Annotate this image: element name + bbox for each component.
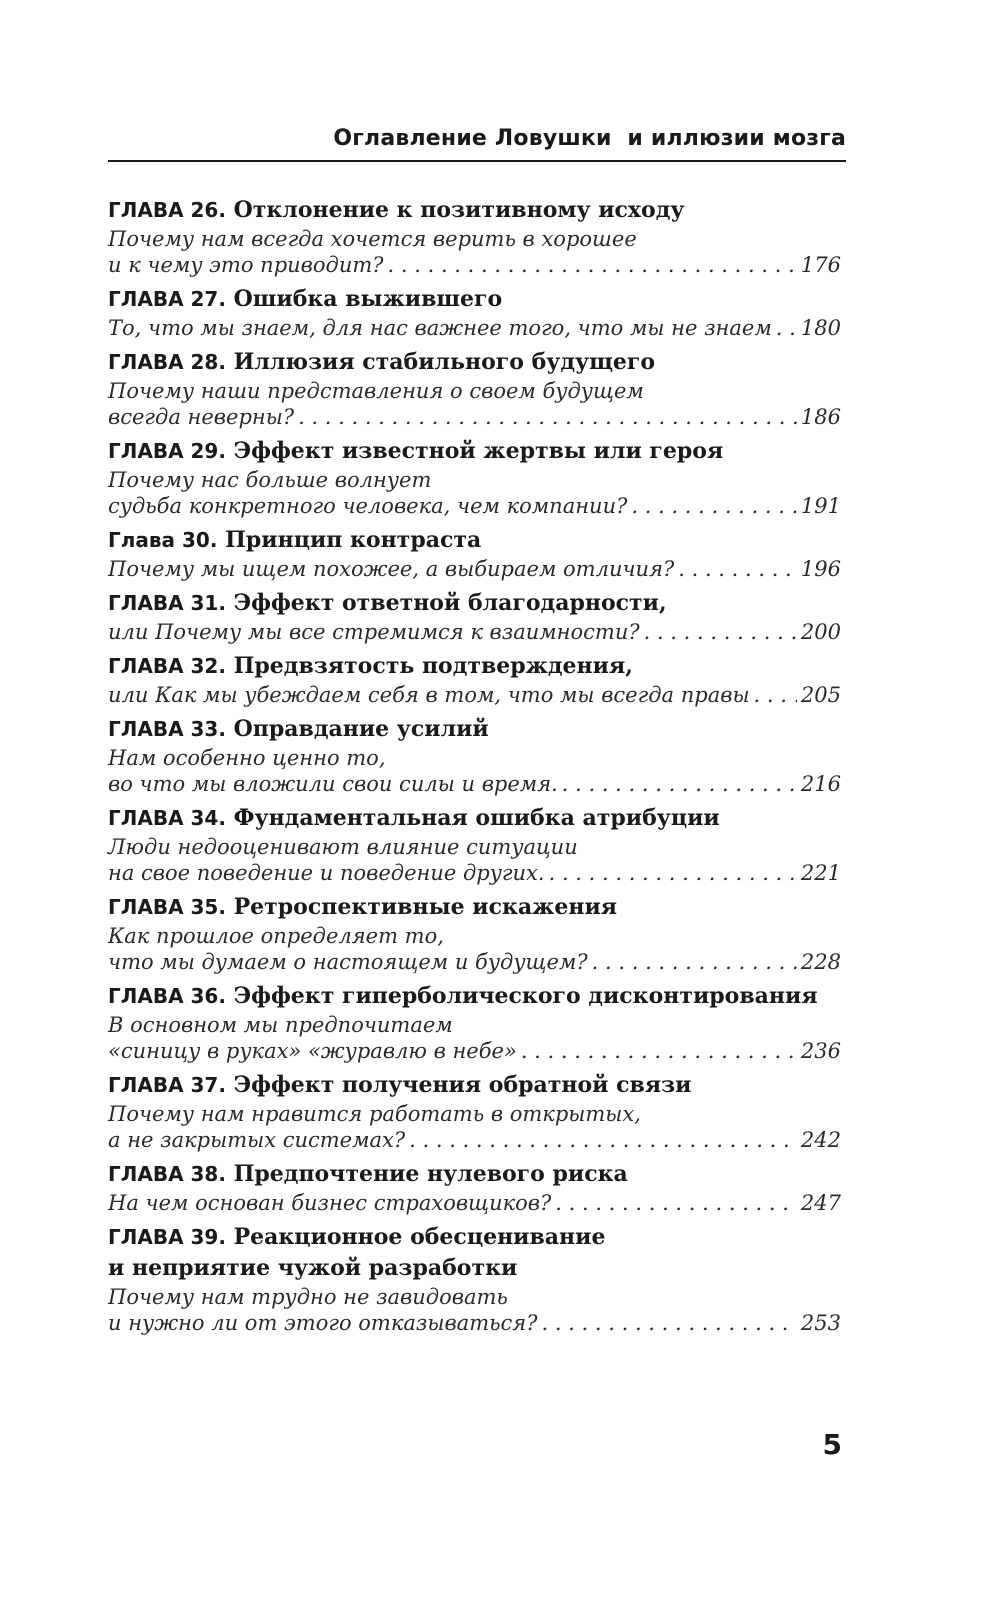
- leader-line: [108, 1190, 841, 1216]
- dot-leader: [298, 404, 797, 430]
- subtitle-line: Люди недооценивают влияние ситуации: [108, 835, 578, 859]
- leader-line: [108, 1310, 841, 1336]
- toc-entry-heading: [108, 436, 841, 467]
- toc-page-number: 236: [800, 1039, 841, 1063]
- chapter-title: Реакционное обесценивание: [233, 1224, 606, 1250]
- toc-entry[interactable]: [108, 651, 841, 708]
- toc-entry-heading: [108, 1222, 841, 1253]
- chapter-subtitle: [108, 834, 841, 886]
- running-header-title: Оглавление Ловушки и иллюзии мозга: [333, 126, 846, 151]
- leader-line: [108, 619, 841, 645]
- chapter-label: ГЛАВА 28.: [108, 350, 226, 374]
- chapter-label: ГЛАВА 33.: [108, 717, 226, 741]
- subtitle-line: Нам особенно ценно то,: [108, 746, 386, 770]
- subtitle-last-line: «синицу в руках» «журавлю в небе»: [108, 1039, 517, 1063]
- toc-page-number: 205: [800, 683, 841, 707]
- dot-leader: [644, 619, 797, 645]
- chapter-subtitle: [108, 556, 841, 582]
- chapter-title: Оправдание усилий: [233, 716, 489, 742]
- toc-entry[interactable]: [108, 892, 841, 975]
- chapter-title: Принцип контраста: [225, 527, 482, 553]
- toc-entry-heading: [108, 1159, 841, 1190]
- toc-entry[interactable]: [108, 803, 841, 886]
- chapter-subtitle: [108, 923, 841, 975]
- dot-leader: [388, 252, 797, 278]
- toc-page-number: 247: [800, 1191, 841, 1215]
- chapter-title: Предпочтение нулевого риска: [233, 1161, 628, 1187]
- chapter-label: ГЛАВА 29.: [108, 439, 226, 463]
- toc-entry[interactable]: [108, 436, 841, 519]
- chapter-label: ГЛАВА 37.: [108, 1073, 226, 1097]
- subtitle-last-line: и к чему это приводит?: [108, 253, 384, 277]
- chapter-subtitle: [108, 378, 841, 430]
- toc-entry-heading: [108, 525, 841, 556]
- toc-entry-heading: [108, 347, 841, 378]
- dot-leader: [541, 1310, 796, 1336]
- toc-entry[interactable]: [108, 588, 841, 645]
- toc-page-number: 228: [800, 950, 841, 974]
- chapter-label: Глава 30.: [108, 528, 218, 552]
- chapter-label: ГЛАВА 38.: [108, 1162, 226, 1186]
- chapter-subtitle: [108, 1190, 841, 1216]
- page-number: 5: [822, 1428, 842, 1461]
- leader-line: [108, 771, 841, 797]
- subtitle-last-line: судьба конкретного человека, чем компании?: [108, 494, 628, 518]
- toc-page-number: 196: [800, 557, 841, 581]
- chapter-subtitle: [108, 1284, 841, 1336]
- leader-line: [108, 949, 841, 975]
- chapter-subtitle: [108, 619, 841, 645]
- chapter-label: ГЛАВА 32.: [108, 654, 226, 678]
- toc-entry[interactable]: [108, 525, 841, 582]
- leader-line: [108, 556, 841, 582]
- subtitle-last-line: Почему мы ищем похожее, а выбираем отличия?: [108, 557, 675, 581]
- chapter-label: ГЛАВА 27.: [108, 287, 226, 311]
- leader-line: [108, 404, 841, 430]
- dot-leader: [754, 682, 797, 708]
- toc-page-number: 186: [800, 405, 841, 429]
- dot-leader: [409, 1127, 797, 1153]
- toc-entry[interactable]: [108, 714, 841, 797]
- subtitle-line: Почему нам нравится работать в открытых,: [108, 1102, 641, 1126]
- dot-leader: [776, 315, 797, 341]
- subtitle-last-line: или Как мы убеждаем себя в том, что мы всегда правы: [108, 683, 750, 707]
- toc-entry[interactable]: [108, 284, 841, 341]
- toc-page-number: 221: [800, 861, 841, 885]
- chapter-subtitle: [108, 315, 841, 341]
- toc-page-number: 191: [800, 494, 841, 518]
- leader-line: [108, 682, 841, 708]
- table-of-contents: [108, 195, 841, 1342]
- toc-entry-heading: [108, 588, 841, 619]
- dot-leader: [555, 1190, 797, 1216]
- subtitle-last-line: или Почему мы все стремимся к взаимности?: [108, 620, 640, 644]
- chapter-title-continued: и неприятие чужой разработки: [108, 1255, 518, 1281]
- chapter-title: Ошибка выжившего: [233, 286, 503, 312]
- leader-line: [108, 1038, 841, 1064]
- chapter-title: Фундаментальная ошибка атрибуции: [233, 805, 720, 831]
- subtitle-line: Почему нас больше волнует: [108, 468, 432, 492]
- chapter-title: Эффект гиперболического дисконтирования: [233, 983, 818, 1009]
- chapter-label: ГЛАВА 26.: [108, 198, 226, 222]
- chapter-subtitle: [108, 682, 841, 708]
- subtitle-last-line: на свое поведение и поведение других.: [108, 861, 545, 885]
- leader-line: [108, 252, 841, 278]
- chapter-title: Иллюзия стабильного будущего: [233, 349, 656, 375]
- toc-page-number: 180: [800, 316, 841, 340]
- leader-line: [108, 1127, 841, 1153]
- toc-entry-heading: [108, 892, 841, 923]
- leader-line: [108, 493, 841, 519]
- dot-leader: [592, 949, 797, 975]
- toc-page-number: 200: [800, 620, 841, 644]
- subtitle-line: Почему нам всегда хочется верить в хорошее: [108, 227, 637, 251]
- toc-entry[interactable]: [108, 195, 841, 278]
- subtitle-line: Почему нам трудно не завидовать: [108, 1285, 508, 1309]
- toc-entry-heading: [108, 803, 841, 834]
- chapter-title: Эффект получения обратной связи: [233, 1072, 692, 1098]
- dot-leader: [549, 860, 797, 886]
- chapter-title: Эффект известной жертвы или героя: [233, 438, 724, 464]
- toc-entry-heading: [108, 714, 841, 745]
- chapter-title: Эффект ответной благодарности,: [233, 590, 667, 616]
- subtitle-line: Почему наши представления о своем будущем: [108, 379, 644, 403]
- chapter-title: Ретроспективные искажения: [233, 894, 618, 920]
- toc-entry[interactable]: [108, 1070, 841, 1153]
- dot-leader: [678, 556, 797, 582]
- toc-entry[interactable]: [108, 1159, 841, 1216]
- toc-entry[interactable]: [108, 347, 841, 430]
- toc-page-number: 216: [800, 772, 841, 796]
- subtitle-last-line: На чем основан бизнес страховщиков?: [108, 1191, 552, 1215]
- leader-line: [108, 315, 841, 341]
- chapter-subtitle: [108, 1101, 841, 1153]
- subtitle-last-line: а не закрытых системах?: [108, 1128, 406, 1152]
- subtitle-last-line: и нужно ли от этого отказываться?: [108, 1311, 538, 1335]
- toc-entry-heading: [108, 284, 841, 315]
- dot-leader: [631, 493, 797, 519]
- subtitle-last-line: во что мы вложили свои силы и время.: [108, 772, 558, 796]
- toc-entry[interactable]: [108, 981, 841, 1064]
- running-header: [108, 120, 846, 162]
- toc-page-number: 253: [800, 1311, 841, 1335]
- chapter-title: Предвзятость подтверждения,: [233, 653, 633, 679]
- chapter-subtitle: [108, 467, 841, 519]
- chapter-label: ГЛАВА 36.: [108, 984, 226, 1008]
- toc-entry[interactable]: [108, 1222, 841, 1336]
- subtitle-last-line: всегда неверны?: [108, 405, 295, 429]
- chapter-label: ГЛАВА 31.: [108, 591, 226, 615]
- toc-page-number: 242: [800, 1128, 841, 1152]
- chapter-subtitle: [108, 745, 841, 797]
- toc-entry-heading: [108, 651, 841, 682]
- chapter-label: ГЛАВА 34.: [108, 806, 226, 830]
- chapter-subtitle: [108, 1012, 841, 1064]
- subtitle-line: Как прошлое определяет то,: [108, 924, 444, 948]
- toc-entry-heading: [108, 1070, 841, 1101]
- chapter-subtitle: [108, 226, 841, 278]
- chapter-label: ГЛАВА 39.: [108, 1225, 226, 1249]
- toc-entry-heading: [108, 195, 841, 226]
- subtitle-last-line: То, что мы знаем, для нас важнее того, что мы не знаем: [108, 316, 772, 340]
- subtitle-line: В основном мы предпочитаем: [108, 1013, 453, 1037]
- dot-leader: [562, 771, 797, 797]
- leader-line: [108, 860, 841, 886]
- chapter-title: Отклонение к позитивному исходу: [233, 197, 685, 223]
- subtitle-last-line: что мы думаем о настоящем и будущем?: [108, 950, 588, 974]
- toc-entry-heading: [108, 981, 841, 1012]
- dot-leader: [521, 1038, 797, 1064]
- toc-page-number: 176: [800, 253, 841, 277]
- chapter-label: ГЛАВА 35.: [108, 895, 226, 919]
